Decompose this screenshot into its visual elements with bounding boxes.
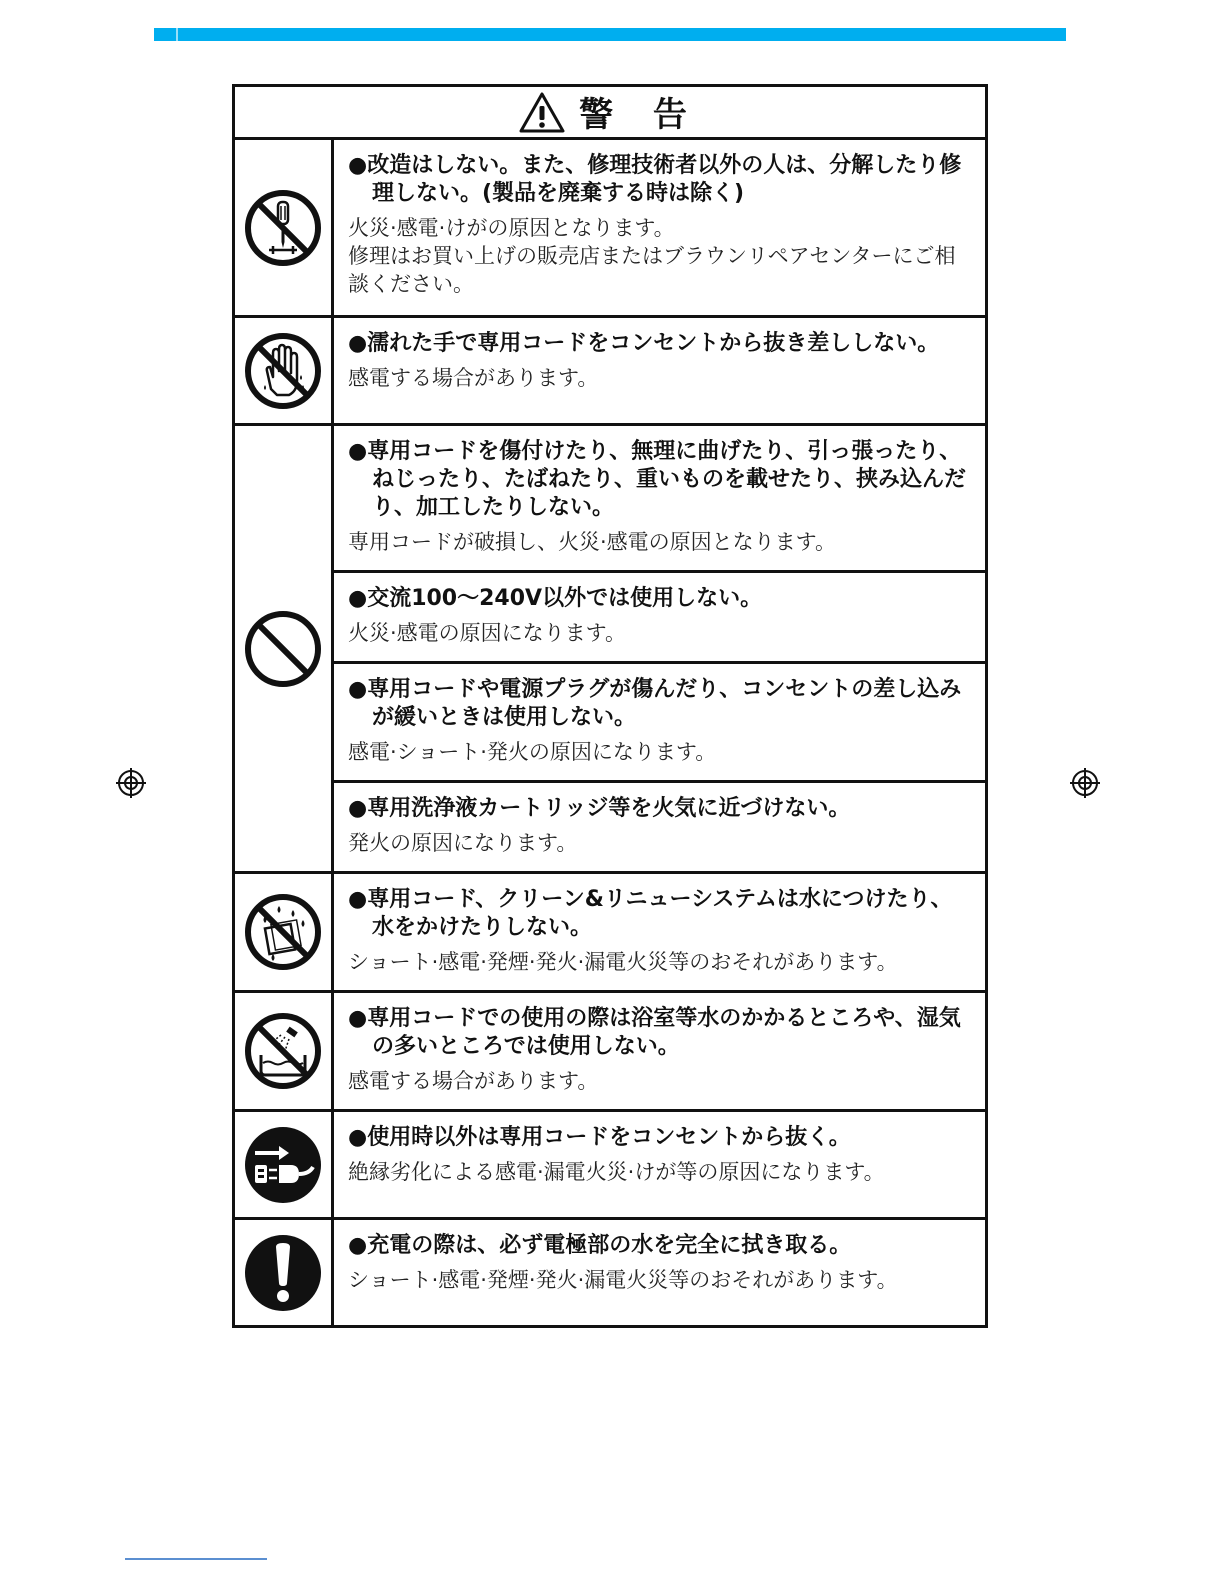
- warning-detail: 発火の原因になります。: [348, 831, 578, 855]
- warning-heading: ●使用時以外は専用コードをコンセントから抜く。: [348, 1125, 851, 1150]
- warning-title: 警 告: [579, 95, 701, 136]
- text-cell: [333, 782, 987, 873]
- warning-row: [234, 1111, 987, 1219]
- unplug-icon: [243, 1125, 323, 1205]
- text-cell: [333, 992, 987, 1111]
- text-cell: [333, 139, 987, 317]
- warning-detail: 感電する場合があります。: [348, 1069, 599, 1093]
- no-disassembly-icon: [243, 188, 323, 268]
- no-water-icon: [243, 892, 323, 972]
- registration-mark-right-icon: [1068, 766, 1102, 800]
- text-cell: [333, 317, 987, 425]
- warning-detail: 絶縁劣化による感電·漏電火災·けが等の原因になります。: [348, 1160, 885, 1184]
- warning-heading: ●濡れた手で専用コードをコンセントから抜き差ししない。: [348, 331, 940, 356]
- warning-heading: ●改造はしない。また、修理技術者以外の人は、分解したり修理しない。(製品を廃棄する時は除く): [348, 153, 962, 206]
- text-cell: [333, 1111, 987, 1219]
- warning-row: [234, 873, 987, 992]
- text-cell: [333, 1219, 987, 1327]
- icon-cell: [234, 139, 333, 317]
- warning-row: [234, 992, 987, 1111]
- text-cell: [333, 572, 987, 663]
- icon-cell: [234, 317, 333, 425]
- warning-heading: ●充電の際は、必ず電極部の水を完全に拭き取る。: [348, 1233, 852, 1258]
- registration-mark-left-icon: [114, 766, 148, 800]
- warning-detail: ショート·感電·発煙·発火·漏電火災等のおそれがあります。: [348, 1268, 898, 1292]
- warning-header: [234, 86, 987, 139]
- mandatory-exclamation-icon: [243, 1233, 323, 1313]
- warning-detail: ショート·感電·発煙·発火·漏電火災等のおそれがあります。: [348, 950, 898, 974]
- icon-cell: [234, 1111, 333, 1219]
- warning-triangle-icon: [519, 91, 565, 133]
- warning-heading: ●専用コードでの使用の際は浴室等水のかかるところや、湿気の多いところでは使用しない。: [348, 1006, 961, 1059]
- warning-heading: ●専用洗浄液カートリッジ等を火気に近づけない。: [348, 796, 851, 821]
- icon-cell: [234, 425, 333, 873]
- warning-table: [232, 84, 988, 1328]
- prohibition-icon: [243, 609, 323, 689]
- warning-row: [234, 139, 987, 317]
- bottom-rule: [125, 1558, 267, 1560]
- warning-detail: 専用コードが破損し、火災·感電の原因となります。: [348, 530, 836, 554]
- warning-heading: ●専用コードや電源プラグが傷んだり、コンセントの差し込みが緩いときは使用しない。: [348, 677, 962, 730]
- warning-heading: ●交流100〜240V以外では使用しない。: [348, 586, 763, 611]
- warning-detail: 火災·感電·けがの原因となります。 修理はお買い上げの販売店またはブラウンリペアセンターにご相談ください。: [348, 216, 956, 296]
- warning-detail: 火災·感電の原因になります。: [348, 621, 626, 645]
- warning-row: [234, 572, 987, 663]
- icon-cell: [234, 873, 333, 992]
- top-bar-notch: [176, 28, 178, 41]
- warning-heading: ●専用コードを傷付けたり、無理に曲げたり、引っ張ったり、ねじったり、たばねたり、重いものを載せたり、挟み込んだり、加工したりしない。: [348, 439, 967, 520]
- top-color-bar: [154, 28, 1066, 41]
- warning-row: [234, 663, 987, 782]
- no-wet-hands-icon: [243, 331, 323, 411]
- text-cell: [333, 663, 987, 782]
- no-bathroom-icon: [243, 1011, 323, 1091]
- warning-row: [234, 317, 987, 425]
- warning-row: [234, 782, 987, 873]
- icon-cell: [234, 992, 333, 1111]
- warning-row: [234, 425, 987, 572]
- text-cell: [333, 873, 987, 992]
- warning-row: [234, 1219, 987, 1327]
- warning-detail: 感電·ショート·発火の原因になります。: [348, 740, 717, 764]
- warning-detail: 感電する場合があります。: [348, 366, 599, 390]
- icon-cell: [234, 1219, 333, 1327]
- warning-header-row: [234, 86, 987, 139]
- text-cell: [333, 425, 987, 572]
- warning-heading: ●専用コード、クリーン&リニューシステムは水につけたり、水をかけたりしない。: [348, 887, 953, 940]
